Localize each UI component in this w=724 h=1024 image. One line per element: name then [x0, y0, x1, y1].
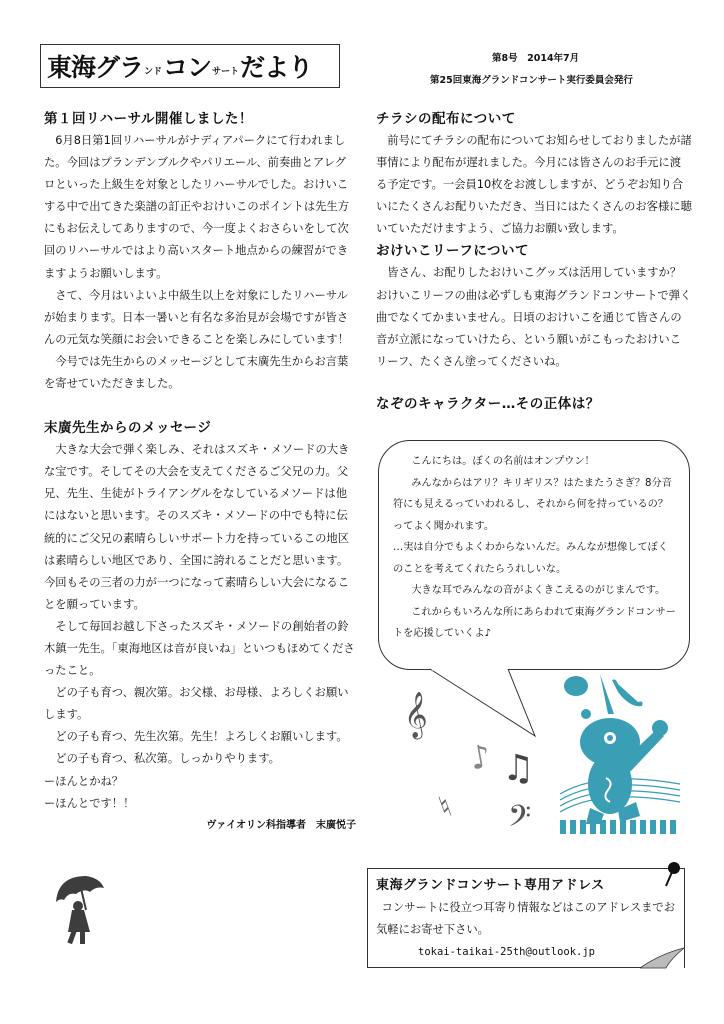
eighth-note-icon: ♪ [466, 736, 494, 778]
address-box [367, 868, 685, 968]
bubble-tail-icon [420, 660, 540, 740]
title-part: 東海グラ [47, 53, 144, 82]
umbrella-child-illustration [50, 870, 110, 950]
bubble-line: 大きな耳でみんなの音がよくきこえるのがじまんです。 [411, 585, 666, 596]
paragraph: 今号では先生からのメッセージとして末廣先生からお言葉を寄せていただきました。 [44, 354, 349, 391]
paragraph: ーほんとかね？ [44, 774, 124, 788]
email-link[interactable]: tokai-taikai-25th@outlook.jp [418, 946, 596, 958]
beamed-note-icon: ♫ [502, 748, 535, 789]
title-part: だより [240, 53, 313, 82]
treble-clef-icon: 𝄞 [404, 692, 428, 738]
natural-sign-icon: ♮ [434, 789, 457, 826]
address-heading: 東海グランドコンサート専用アドレス [376, 878, 605, 893]
issue-number-date: 第8号 2014年7月 [492, 53, 580, 64]
section-heading-message: 末廣先生からのメッセージ [44, 420, 212, 437]
section-heading-leaf: おけいこリーフについて [376, 243, 530, 260]
issue-info [430, 50, 690, 86]
bubble-line: こんにちは。ぼくの名前はオンプウン！ [411, 456, 595, 467]
section-heading-rehearsal: 第１回リハーサル開催しました！ [44, 111, 253, 127]
title-part: サート [212, 66, 240, 77]
title-part: ンド [144, 66, 163, 77]
umbrella-silhouette-icon [50, 870, 110, 950]
left-column [44, 108, 356, 837]
right-column [376, 108, 692, 415]
pushpin-icon [660, 860, 684, 888]
section-heading-character: なぞのキャラクター…その正体は？ [376, 395, 600, 412]
bubble-line: これからもいろんな所にあらわれて東海グランドコンサートを応援していくよ♪ [393, 606, 676, 639]
paragraph: どの子も育つ、私次第。しっかりやります。 [55, 752, 280, 766]
paragraph: ーほんとです！！ [44, 796, 135, 810]
paragraph: どの子も育つ、親次第。お父様、お母様、よろしくお願いします。 [44, 686, 349, 722]
paragraph: 6月8日第1回リハーサルがナディアパークにて行われました。今回はプランデンブルクやパリエール、前奏曲とアレグロといった上級生を対象としたリハーサルでした。おけいこする中で出てきた楽譜の訂正やおけいこのポイントは先生方にもお伝えしてありますので、今一度よくおさらいをして次回のリハーサルではより高いスタート地点からの練習ができますようお願いします。 [44, 134, 350, 280]
masthead-title [40, 44, 340, 88]
title-part: コン [163, 53, 212, 82]
paragraph: さて、今月はいよいよ中級生以上を対象にしたリハーサルが始まります。日本一暑いと有名な多治見が会場ですが皆さんの元気な笑顔にお会いできることを楽しみにしています！ [44, 288, 350, 346]
speech-bubble [378, 440, 690, 670]
rabbit-mascot-icon [560, 674, 680, 844]
paragraph: そして毎回お越し下さったスズキ・メソードの創始者の鈴木鎮一先生。「東海地区は音が良いね」といつもほめてくださったこと。 [44, 619, 355, 678]
onpuun-mascot-illustration [560, 674, 680, 844]
bubble-line: みんなからはアリ？キリギリス？はたまたうさぎ？8分音符にも見えるっていわれるし、それから何を持っているの？ってよく聞かれます。 [393, 477, 672, 532]
bubble-line: …実は自分でもよくわからないんだ。みんなが想像してぼくのことを考えてくれたらうれしいな。 [393, 542, 669, 575]
address-text: コンサートに役立つ耳寄り情報などはこのアドレスまでお気軽にお寄せ下さい。 [376, 901, 676, 936]
signature: ヴァイオリン科指導者 末廣悦子 [206, 819, 356, 831]
paragraph: 皆さん、お配りしたおけいこグッズは活用していますか？おけいこリーフの曲は必ずしも東海グランドコンサートで弾く曲でなくてかまいません。日頃のおけいこを通じて皆さんの音が立派になっていけたら、という願いがこもったおけいこリーフ、たくさん塗ってくださいね。 [376, 266, 692, 368]
paragraph: どの子も育つ、先生次第。先生！よろしくお願いします。 [55, 730, 348, 744]
paragraph: 大きな大会で弾く楽しみ、それはスズキ・メソードの大きな宝です。そしてその大会を支えてくださるご父兄の力。父兄、先生、生徒がトライアングルをなしているメソードは他にはないと思います。そのスズキ・メソードの中でも特に伝統的にご父兄の素晴らしいサポート力を持っているこの地区は素晴らしい地区であり、全国に誇れることだと思います。今回もその三者の力が一つになって素晴らしい大会になることを願っています。 [44, 443, 350, 611]
page-curl-icon [640, 946, 686, 970]
bass-clef-icon: 𝄢 [508, 800, 532, 841]
publisher: 第25回東海グランドコンサート実行委員会発行 [430, 75, 633, 86]
section-heading-flyer: チラシの配布について [376, 111, 516, 127]
paragraph: 前号にてチラシの配布についてお知らせしておりましたが諸事情により配布が遅れました。今月には皆さんのお手元に渡る予定です。一会員10枚をお渡ししますが、どうぞお知り合いにたくさんお配りいただき、当日にはたくさんのお客様に聴いていただけますよう、ご協力お願い致します。 [376, 134, 692, 236]
